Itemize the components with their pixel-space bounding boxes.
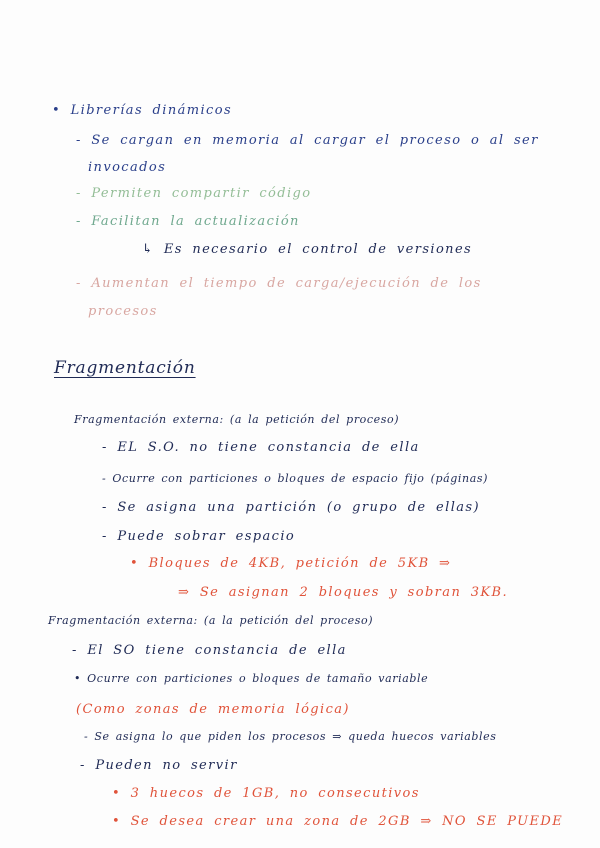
note-line: - Permiten compartir código [76,186,312,201]
note-line: - Se cargan en memoria al cargar el proceso o al ser [76,133,539,148]
note-line: - Se asigna una partición (o grupo de ellas) [102,500,480,515]
note-line: - Puede sobrar espacio [102,529,296,544]
note-line: ↳ Es necesario el control de versiones [142,242,473,257]
note-line: - Facilitan la actualización [76,214,300,229]
note-line: - Pueden no servir [80,758,238,773]
note-line: ⇒ Se asignan 2 bloques y sobran 3KB. [178,585,509,600]
note-line: (Como zonas de memoria lógica) [76,702,350,717]
note-line: - Aumentan el tiempo de carga/ejecución de los [76,276,482,291]
note-line: procesos [88,304,158,319]
note-line: • 3 huecos de 1GB, no consecutivos [112,786,420,801]
note-line: invocados [88,160,167,175]
note-line: • Librerías dinámicos [52,103,233,118]
note-line: Fragmentación externa: (a la petición del proceso) [48,614,374,627]
note-line: - Ocurre con particiones o bloques de espacio fijo (páginas) [102,472,489,485]
note-line: - EL S.O. no tiene constancia de ella [102,440,420,455]
note-line: • Se desea crear una zona de 2GB ⇒ NO SE PUEDE [112,814,564,829]
note-line: • Ocurre con particiones o bloques de tamaño variable [74,672,429,685]
section-heading: Fragmentación [54,358,196,378]
note-line: - El SO tiene constancia de ella [72,643,347,658]
note-line: - Se asigna lo que piden los procesos ⇒ queda huecos variables [84,730,497,743]
note-line: Fragmentación externa: (a la petición del proceso) [74,413,400,426]
note-line: • Bloques de 4KB, petición de 5KB ⇒ [130,556,452,571]
